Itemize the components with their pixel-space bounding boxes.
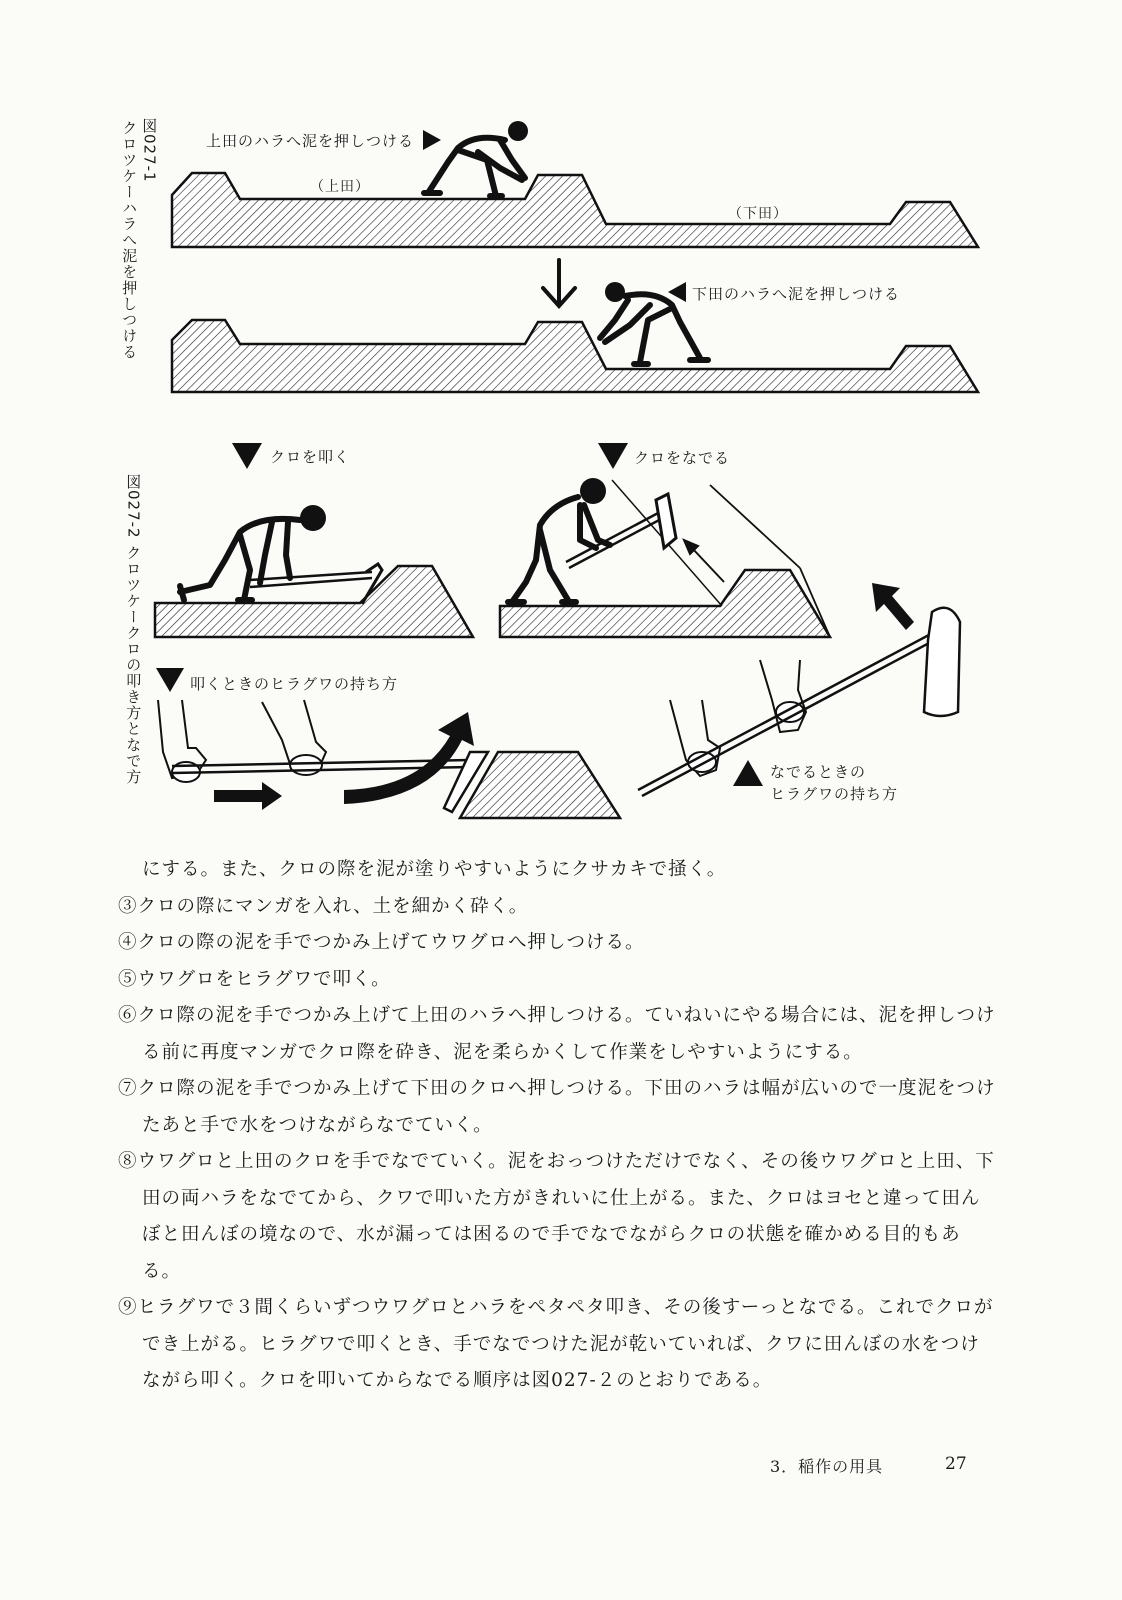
cross-section-upper xyxy=(172,173,978,247)
list-item-7: ⑦クロ際の泥を手でつかみ上げて下田のクロへ押しつける。下田のハラは幅が広いので一度泥をつけたあと手で水をつけながらなでていく。 xyxy=(118,1078,996,1136)
hands-hold-naderu xyxy=(670,660,806,776)
down-arrow-icon xyxy=(543,260,575,306)
pointer-triangle-icon xyxy=(668,282,686,302)
figure2-caption-number: 図027-2 xyxy=(124,474,143,539)
figure2-caption-title: クロツケークロの叩き方となで方 xyxy=(124,545,143,785)
figure1-caption-title: クロツケーハラへ泥を押しつける xyxy=(120,120,139,360)
figure2-caption xyxy=(124,474,141,539)
pointer-triangle-icon xyxy=(156,668,184,692)
embankment-hold-tataku xyxy=(460,752,620,818)
list-item-5: ⑤ウワグロをヒラグワで叩く。 xyxy=(118,968,391,990)
pointer-triangle-icon xyxy=(598,443,628,469)
pointer-triangle-icon xyxy=(232,443,262,469)
footer-section: 3．稲作の用具 xyxy=(770,1457,884,1476)
paragraph-intro: にする。また、クロの際を泥が塗りやすいようにクサカキで掻く。 xyxy=(142,859,727,880)
figure1-caption-number: 図027-1 xyxy=(140,118,159,183)
label-lower-push: 下田のハラへ泥を押しつける xyxy=(692,285,901,303)
label-naderu: クロをなでる xyxy=(634,449,731,467)
label-upper-field: （上田） xyxy=(310,179,370,195)
cross-section-lower xyxy=(172,320,978,392)
figure-person-naderu xyxy=(508,478,610,602)
pointer-triangle-icon xyxy=(733,760,763,786)
list-item-8: ⑧ウワグロと上田のクロを手でなでていく。泥をおっつけただけでなく、その後ウワグロと上田、下田の両ハラをなでてから、クワで叩いた方がきれいに仕上がる。また、クロはヨセと違って田んぼと田んぼの境なので、水が漏っては困るので手でなでながらクロの状態を確かめる目的もある。 xyxy=(118,1151,995,1282)
label-hold-naderu: なでるときの ヒラグワの持ち方 xyxy=(770,763,899,803)
hoe-tataku xyxy=(250,564,382,604)
label-lower-field: （下田） xyxy=(728,206,788,222)
label-tataku: クロを叩く xyxy=(270,448,351,466)
list-item-9: ⑨ヒラグワで３間くらいずつウワグロとハラをペタペタ叩き、その後すーっとなでる。これでクロができ上がる。ヒラグワで叩くとき、手でなでつけた泥が乾いていれば、クワに田んぼの水をつけながら叩く。クロを叩いてからなでる順序は図027-２のとおりである。 xyxy=(118,1297,994,1391)
page-number: 27 xyxy=(945,1454,967,1474)
list-item-6: ⑥クロ際の泥を手でつかみ上げて上田のハラへ押しつける。ていねいにやる場合には、泥を押しつける前に再度マンガでクロ際を砕き、泥を柔らかくして作業をしやすいようにする。 xyxy=(118,1005,996,1063)
list-item-3: ③クロの際にマンガを入れ、土を細かく砕く。 xyxy=(118,895,529,917)
label-hold-tataku: 叩くときのヒラグワの持ち方 xyxy=(190,675,399,693)
label-upper-push: 上田のハラへ泥を押しつける xyxy=(206,132,415,150)
body-text xyxy=(118,852,998,1400)
figure1-caption xyxy=(140,118,157,183)
list-item-4: ④クロの際の泥を手でつかみ上げてウワグロへ押しつける。 xyxy=(118,932,645,953)
stroke-direction-arrow-icon xyxy=(684,540,724,582)
up-left-arrow-icon xyxy=(872,583,914,630)
pointer-triangle-icon xyxy=(423,130,441,150)
right-arrow-icon xyxy=(214,782,282,810)
